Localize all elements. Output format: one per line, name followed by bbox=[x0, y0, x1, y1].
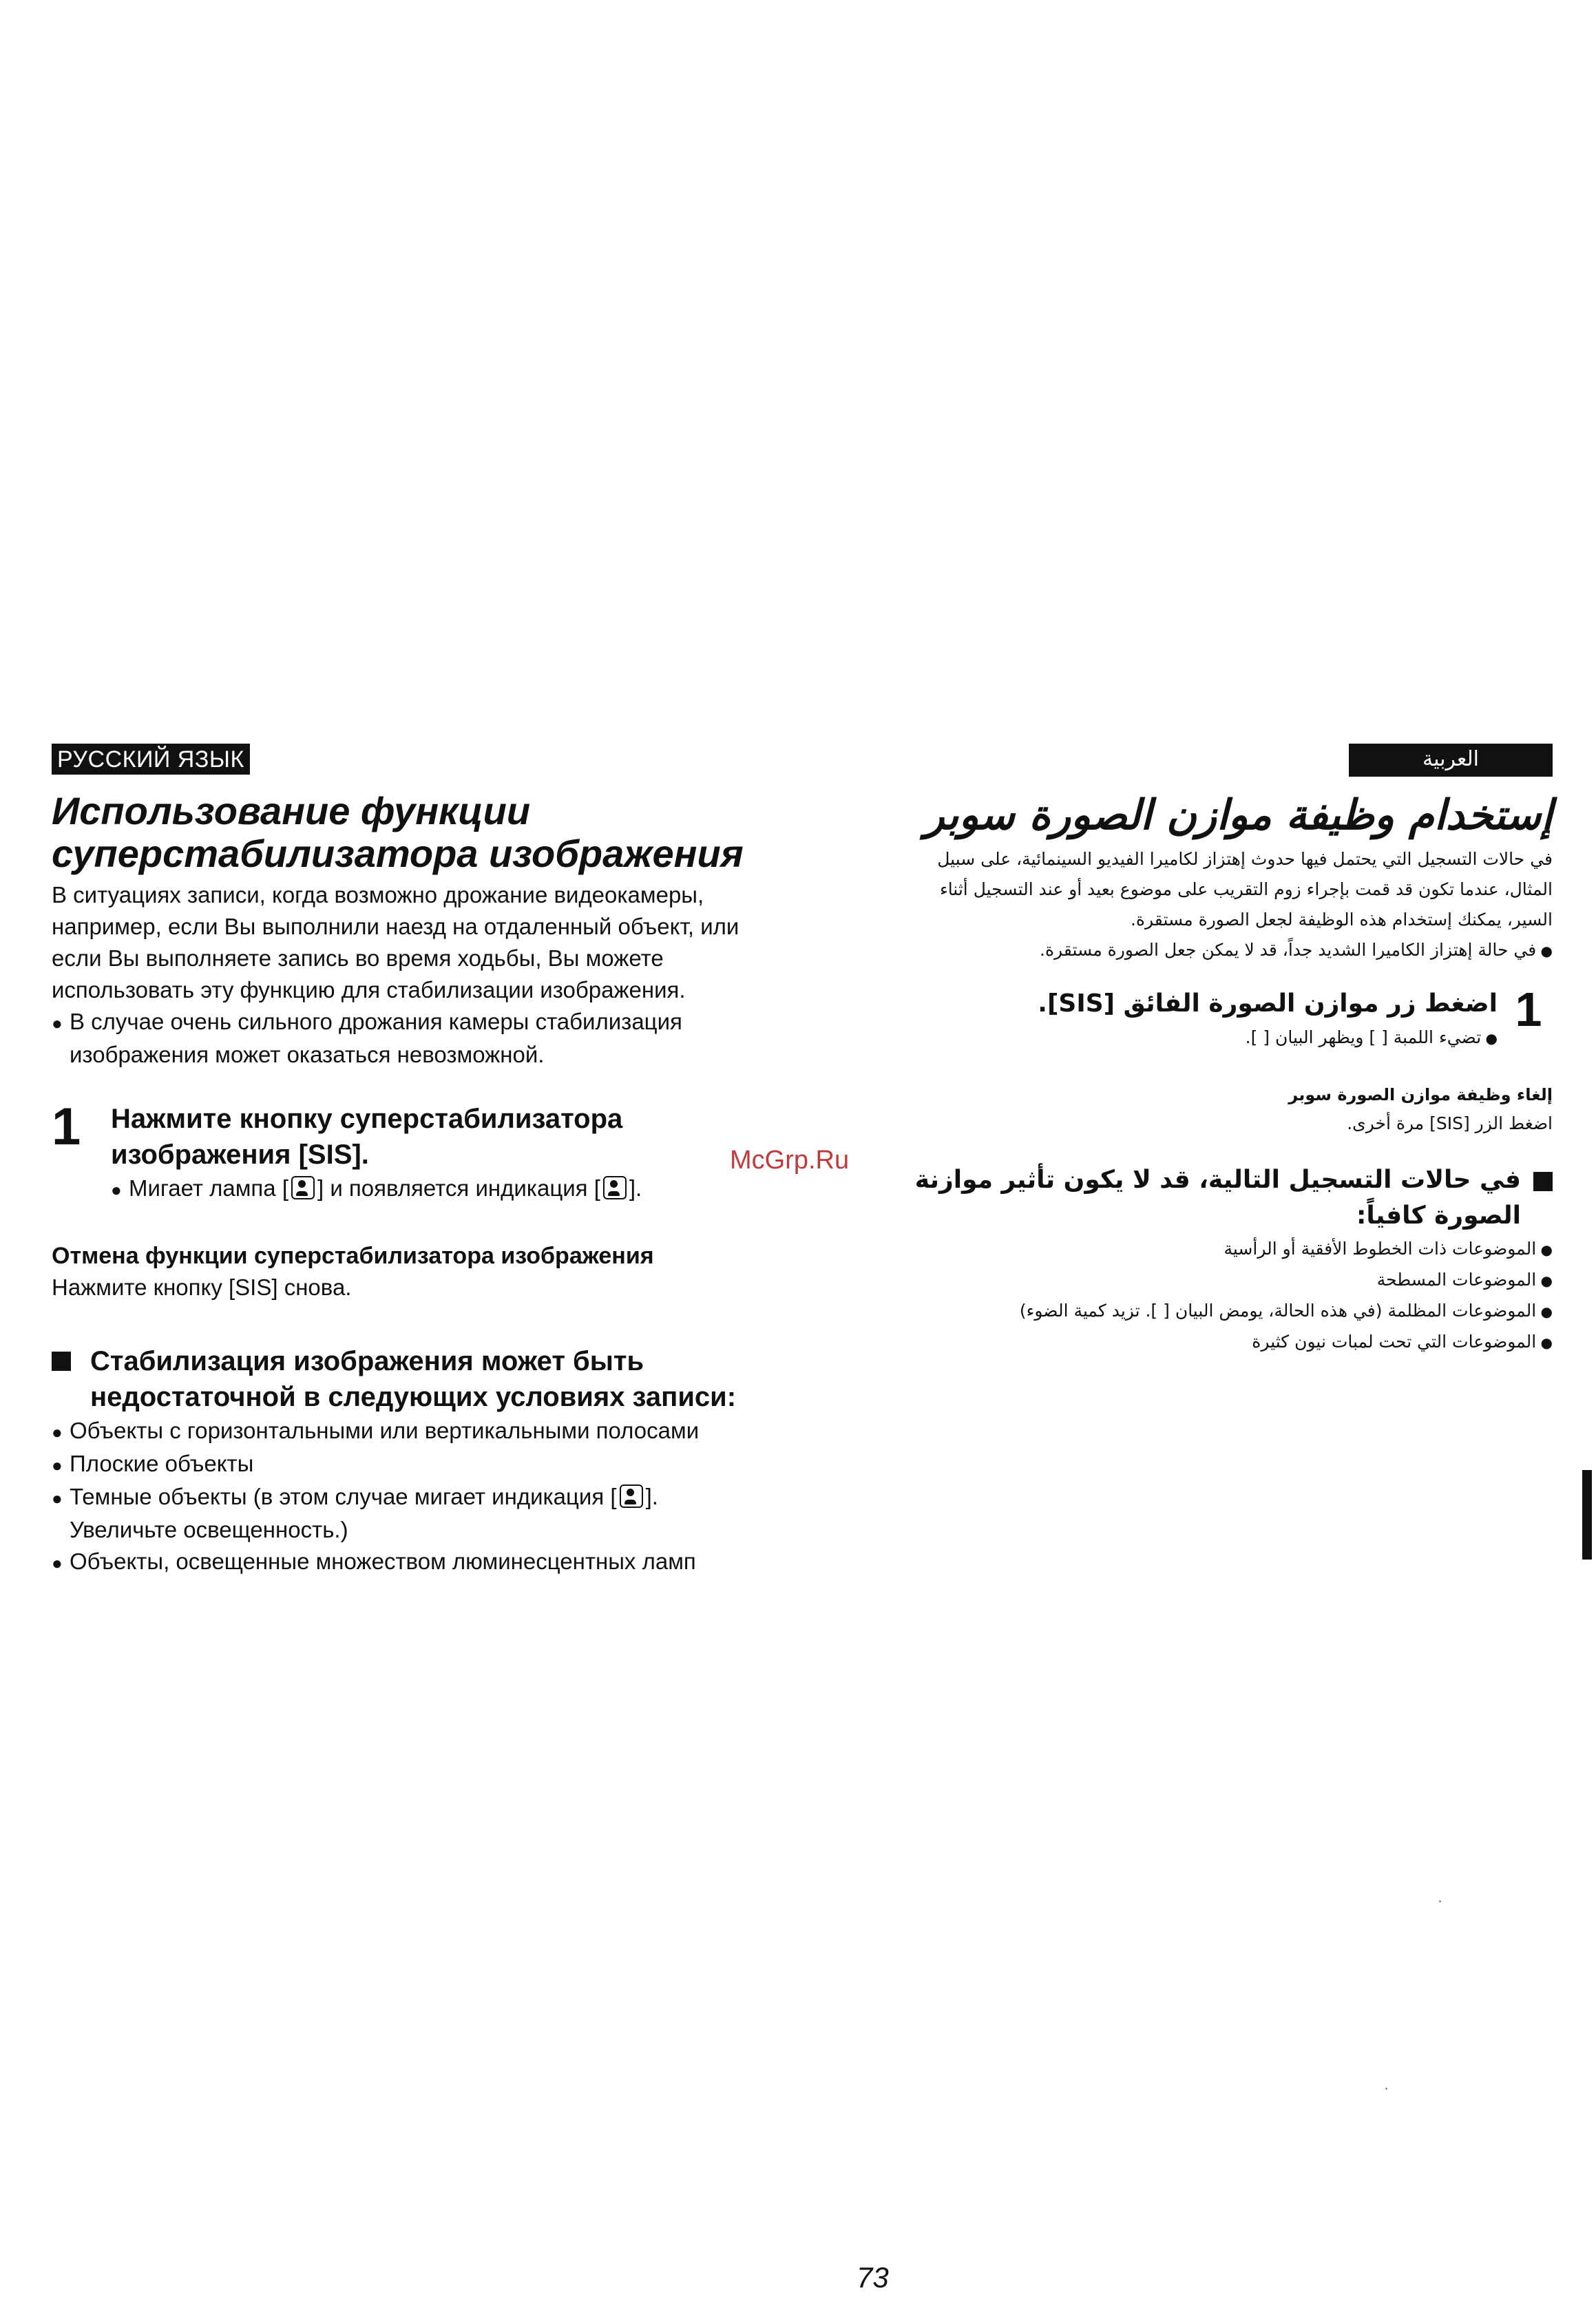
title-line-1: Использование функции bbox=[52, 789, 531, 832]
cancel-title: Отмена функции суперстабилизатора изображения bbox=[52, 1243, 654, 1269]
conditions-heading: في حالات التسجيل التالية، قد لا يكون تأثير موازنة الصورة كافياً: bbox=[888, 1162, 1553, 1234]
step-number: 1 bbox=[52, 1098, 81, 1156]
note-bullet: ● في حالة إهتزاز الكاميرا الشديد جداً، قد لا يمكن جعل الصورة مستقرة. bbox=[888, 935, 1553, 966]
condition-item: ● Объекты, освещенные множеством люминесцентных ламп bbox=[52, 1546, 871, 1579]
condition-item: ● الموضوعات المظلمة (في هذه الحالة، يومض البيان [ ]. تزيد كمية الضوء) bbox=[888, 1296, 1553, 1327]
square-bullet-icon bbox=[1533, 1172, 1553, 1191]
title-line-2: суперстабилизатора изображения bbox=[52, 832, 744, 875]
page-number: 73 bbox=[857, 2261, 889, 2294]
cancel-text: اضغط الزر [SIS] مرة أخرى. bbox=[1347, 1113, 1553, 1133]
stabilizer-icon bbox=[620, 1484, 643, 1508]
section-title-russian bbox=[52, 790, 871, 875]
stabilizer-icon bbox=[603, 1176, 627, 1199]
language-label-russian: РУССКИЙ ЯЗЫК bbox=[52, 744, 250, 775]
stabilizer-icon bbox=[291, 1176, 315, 1199]
cancel-title: إلغاء وظيفة موازن الصورة سوبر bbox=[1288, 1085, 1553, 1104]
intro-line: في حالات التسجيل التي يحتمل فيها حدوث إهتزاز لكاميرا الفيديو السينمائية، على سبيل bbox=[937, 849, 1553, 869]
intro-line: например, если Вы выполнили наезд на отдаленный объект, или bbox=[52, 914, 739, 939]
conditions-heading: Стабилизация изображения может быть недостаточной в следующих условиях записи: bbox=[52, 1343, 871, 1415]
arabic-column bbox=[888, 744, 1553, 1358]
intro-line: если Вы выполняете запись во время ходьбы, Вы можете bbox=[52, 945, 664, 971]
condition-item: ● Плоские объекты bbox=[52, 1448, 871, 1481]
condition-item: ● الموضوعات ذات الخطوط الأفقية أو الرأسية bbox=[888, 1234, 1553, 1265]
edge-tab-marker bbox=[1582, 1470, 1592, 1560]
intro-line: المثال، عندما تكون قد قمت بإجراء زوم التقريب على موضوع بعيد أو عند التسجيل أثناء bbox=[939, 879, 1553, 899]
intro-line: السير، يمكنك إستخدام هذه الوظيفة لجعل الصورة مستقرة. bbox=[1130, 910, 1553, 930]
language-label-arabic: العربية bbox=[1349, 744, 1553, 777]
watermark: McGrp.Ru bbox=[730, 1146, 850, 1175]
step-title: Нажмите кнопку суперстабилизатора изображения [SIS]. bbox=[111, 1104, 623, 1170]
section-title-arabic: إستخدام وظيفة موازن الصورة سوبر bbox=[924, 791, 1553, 839]
cancel-text: Нажмите кнопку [SIS] снова. bbox=[52, 1274, 352, 1300]
step-bullet: ● Мигает лампа [ ] и появляется индикация [ ]. bbox=[111, 1173, 871, 1206]
condition-item: ● Объекты с горизонтальными или вертикальными полосами bbox=[52, 1415, 871, 1448]
intro-line: В ситуациях записи, когда возможно дрожание видеокамеры, bbox=[52, 882, 704, 907]
condition-item: ● Темные объекты (в этом случае мигает индикация [ ]. Увеличьте освещенность.) bbox=[52, 1481, 871, 1546]
step-1 bbox=[888, 985, 1553, 1053]
step-number: 1 bbox=[1515, 983, 1542, 1036]
step-title: اضغط زر موازن الصورة الفائق [SIS]. bbox=[1038, 989, 1498, 1018]
condition-item: ● الموضوعات المسطحة bbox=[888, 1265, 1553, 1296]
step-bullet: ● تضيء اللمبة [ ] ويظهر البيان [ ]. bbox=[888, 1022, 1498, 1053]
condition-item: ● الموضوعات التي تحت لمبات نيون كثيرة bbox=[888, 1327, 1553, 1358]
intro-line: использовать эту функцию для стабилизации изображения. bbox=[52, 977, 686, 1003]
note-bullet: ● В случае очень сильного дрожания камеры стабилизация изображения может оказаться невозможной. bbox=[52, 1006, 871, 1071]
square-bullet-icon bbox=[52, 1352, 71, 1371]
